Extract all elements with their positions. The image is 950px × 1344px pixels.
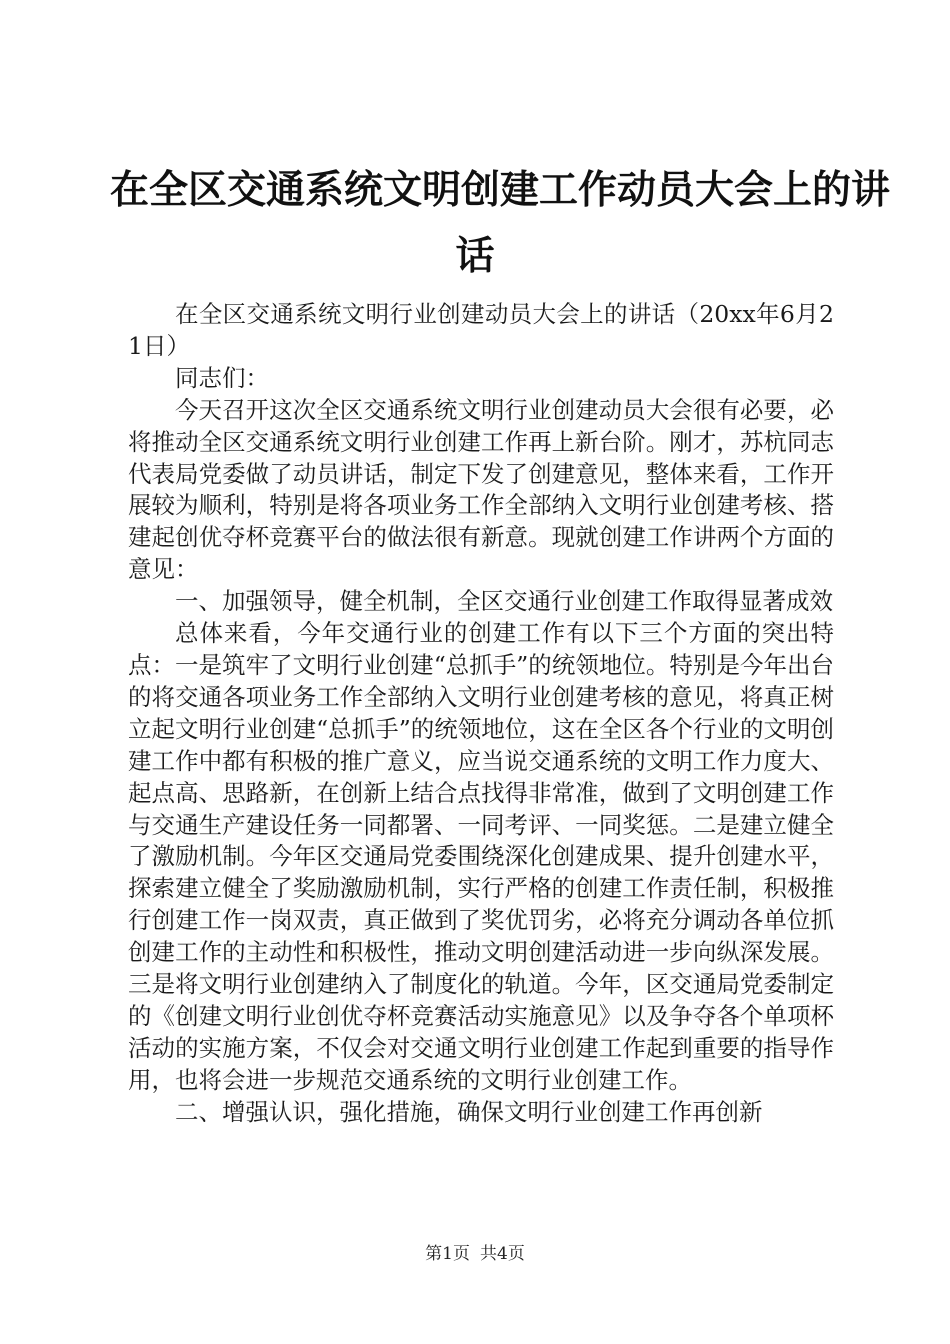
salutation: 同志们： xyxy=(175,363,269,392)
section-heading: 一、加强领导，健全机制，全区交通行业创建工作取得显著成效 xyxy=(175,587,833,616)
body-paragraph: 总体来看，今年交通行业的创建工作有以下三个方面的突出特点：一是筑牢了文明行业创建“总抓手”的统领地位。特别是今年出台的将交通各项业务工作全部纳入文明行业创建考核的意见，将真正树立起文明行业创建“总抓手”的统领地位，这在全区各个行业的文明创建工作中都有积极的推广意义，应当说交通系统的文明工作力度大、起点高、思路新，在创新上结合点找得非常准，做到了文明创建工作与交通生产建设任务一同都署、一同考评、一同奖惩。二是建立健全了激励机制。今年区交通局党委围绕深化创建成果、提升创建水平，探索建立健全了奖励激励机制，实行严格的创建工作责任制，积极推行创建工作一岗双责，真正做到了奖优罚劣，必将充分调动各单位抓创建工作的主动性和积极性，推动文明创建活动进一步向纵深发展。三是将文明行业创建纳入了制度化的轨道。今年，区交通局党委制定的《创建文明行业创优夺杯竞赛活动实施意见》以及争夺各个单项杯活动的实施方案，不仅会对交通文明行业创建工作起到重要的指导作用，也将会进一步规范交通系统的文明行业创建工作。 xyxy=(128,619,834,1094)
title-line: 话 xyxy=(455,234,495,279)
body-paragraph: 今天召开这次全区交通系统文明行业创建动员大会很有必要，必将推动全区交通系统文明行业创建工作再上新台阶。刚才，苏杭同志代表局党委做了动员讲话，制定下发了创建意见，整体来看，工作开展较为顺利，特别是将各项业务工作全部纳入文明行业创建考核、搭建起创优夺杯竞赛平台的做法很有新意。现就创建工作讲两个方面的意见： xyxy=(128,395,834,584)
document-body xyxy=(128,299,834,1129)
page-footer xyxy=(0,1243,950,1265)
document-title xyxy=(110,158,891,290)
page-total: 共4页 xyxy=(480,1244,525,1264)
page-number: 第1页 xyxy=(425,1244,470,1264)
subtitle-paragraph: 在全区交通系统文明行业创建动员大会上的讲话（20xx年6月21日） xyxy=(128,300,834,360)
title-line: 在全区交通系统文明创建工作动员大会上的讲 xyxy=(110,168,891,213)
section-heading: 二、增强认识，强化措施，确保文明行业创建工作再创新 xyxy=(175,1097,763,1126)
